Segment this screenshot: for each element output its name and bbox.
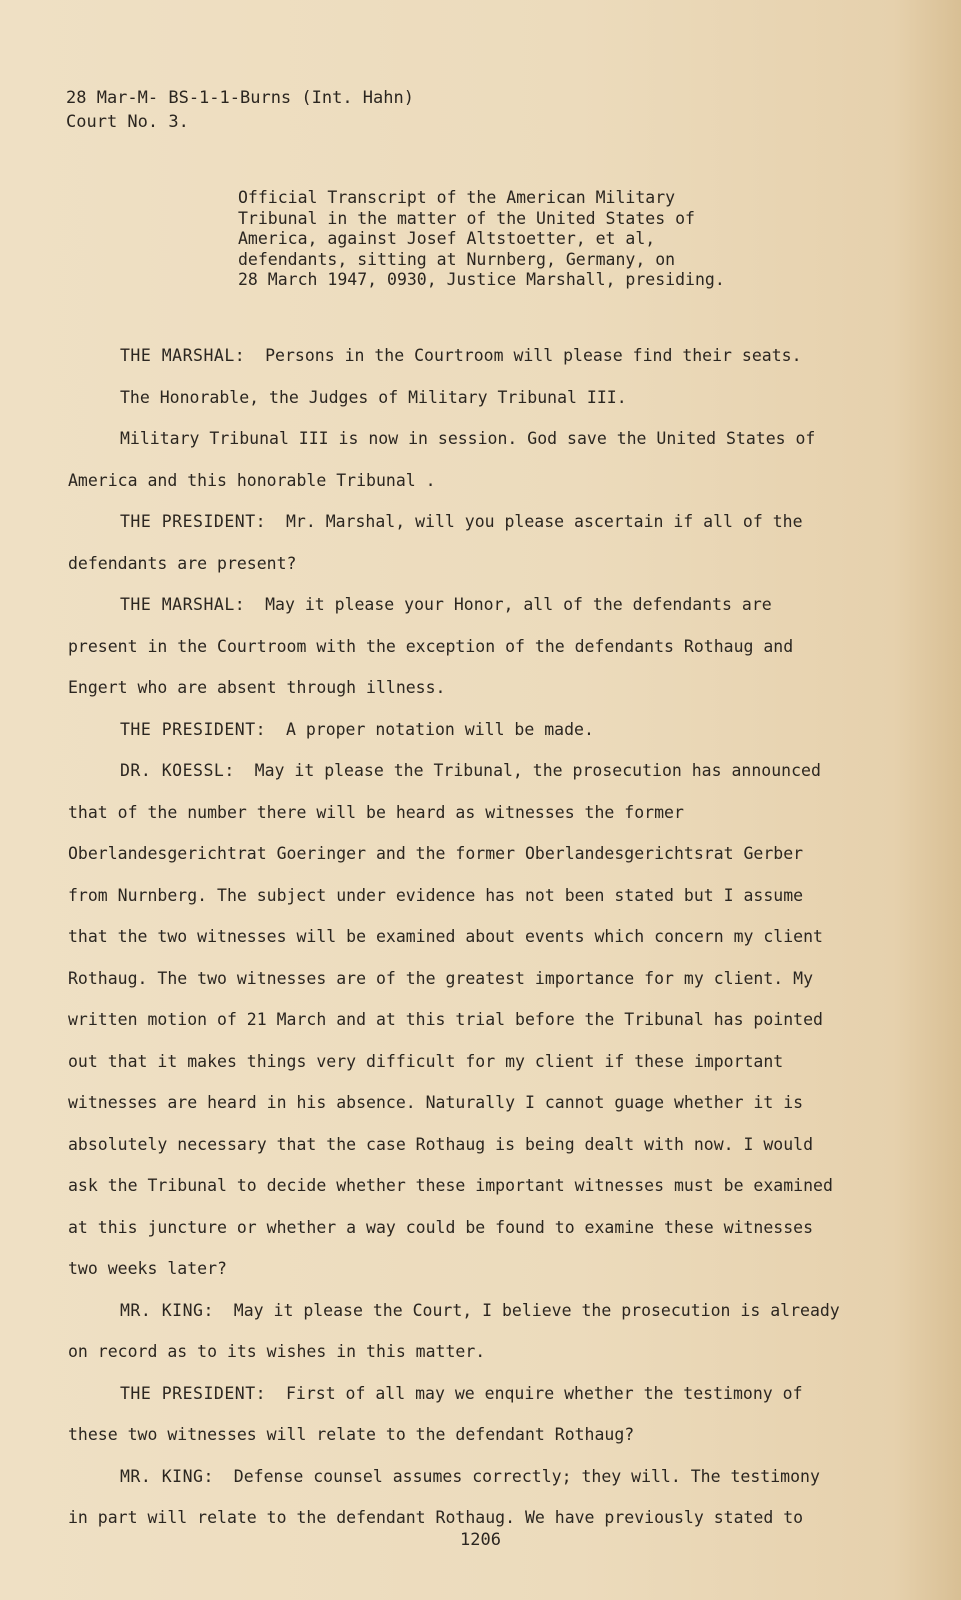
paragraph-text: A proper notation will be made. bbox=[285, 719, 594, 739]
file-header bbox=[66, 86, 414, 134]
speaker: MR. KING: bbox=[120, 1466, 214, 1486]
speaker: THE PRESIDENT: bbox=[120, 719, 267, 739]
speaker: MR. KING: bbox=[120, 1300, 214, 1320]
paragraph-text: First of all may we enquire whether the testimony of these two witnesses will relate to the defendant Rothaug? bbox=[68, 1383, 803, 1444]
paragraph bbox=[68, 1456, 848, 1539]
speaker: THE PRESIDENT: bbox=[120, 1383, 267, 1403]
paragraph-text: Persons in the Courtroom will please find their seats. bbox=[265, 346, 802, 365]
page-number: 1206 bbox=[460, 1530, 501, 1550]
speaker: DR. KOESSL: bbox=[120, 761, 235, 780]
paragraph bbox=[68, 709, 848, 751]
paragraph-text: Military Tribunal III is now in session. God save the United States of America and this honorable Tribunal . bbox=[68, 429, 816, 490]
header-line-1: 28 Mar-M- BS-1-1-Burns (Int. Hahn) bbox=[66, 88, 414, 108]
paragraph bbox=[68, 1290, 848, 1373]
speaker: THE MARSHAL: bbox=[120, 595, 246, 614]
paragraph bbox=[68, 750, 848, 1290]
transcript-caption bbox=[238, 188, 725, 291]
paragraph bbox=[68, 335, 848, 377]
caption-line: defendants, sitting at Nurnberg, Germany, on bbox=[238, 249, 676, 269]
caption-line: Tribunal in the matter of the United States of bbox=[238, 208, 695, 228]
caption-line: 28 March 1947, 0930, Justice Marshall, presiding. bbox=[238, 270, 725, 289]
paragraph bbox=[68, 584, 848, 709]
paragraph-text: Mr. Marshal, will you please ascertain if all of the defendants are present? bbox=[68, 512, 803, 573]
paragraph-text: May it please the Tribunal, the prosecution has announced that of the number there will be heard as witnesses the former Oberlandesgerichtrat Goeringer and the former Oberlandesgerichtsrat Gerber from Nurnberg. The subject under evidence has not been stated but I assume that the two witnesses will be examined about events which concern my client Rothaug. The two witnesses are of the greatest importance for my client. My written motion of 21 March and at this trial before the Tribunal has pointed out that it makes things very difficult for my client if these important witnesses are heard in his absence. Naturally I cannot guage whether it is absolutely necessary that the case Rothaug is being dealt with now. I would ask the Tribunal to decide whether these important witnesses must be examined at this juncture or whether a way could be found to examine these witnesses two weeks later? bbox=[68, 761, 833, 1278]
caption-line: America, against Josef Altstoetter, et al, bbox=[238, 229, 656, 248]
header-line-2: Court No. 3. bbox=[66, 112, 189, 132]
paragraph bbox=[68, 377, 848, 419]
caption-line: Official Transcript of the American Military bbox=[238, 188, 676, 207]
paragraph bbox=[68, 501, 848, 584]
paragraph-text: May it please your Honor, all of the defendants are present in the Courtroom with the exception of the defendants Rothaug and Engert who are absent through illness. bbox=[68, 595, 794, 697]
speaker: THE MARSHAL: bbox=[120, 346, 246, 365]
paragraph bbox=[68, 418, 848, 501]
paragraph-text: May it please the Court, I believe the prosecution is already on record as to its wishes in this matter. bbox=[68, 1300, 840, 1361]
speaker: THE PRESIDENT: bbox=[120, 512, 267, 531]
paragraph-text: Defense counsel assumes correctly; they will. The testimony in part will relate to the defendant Rothaug. We have previously stated to bbox=[68, 1466, 820, 1527]
paragraph-text: The Honorable, the Judges of Military Tribunal III. bbox=[120, 387, 627, 407]
transcript-body bbox=[68, 335, 848, 1539]
paragraph bbox=[68, 1373, 848, 1456]
